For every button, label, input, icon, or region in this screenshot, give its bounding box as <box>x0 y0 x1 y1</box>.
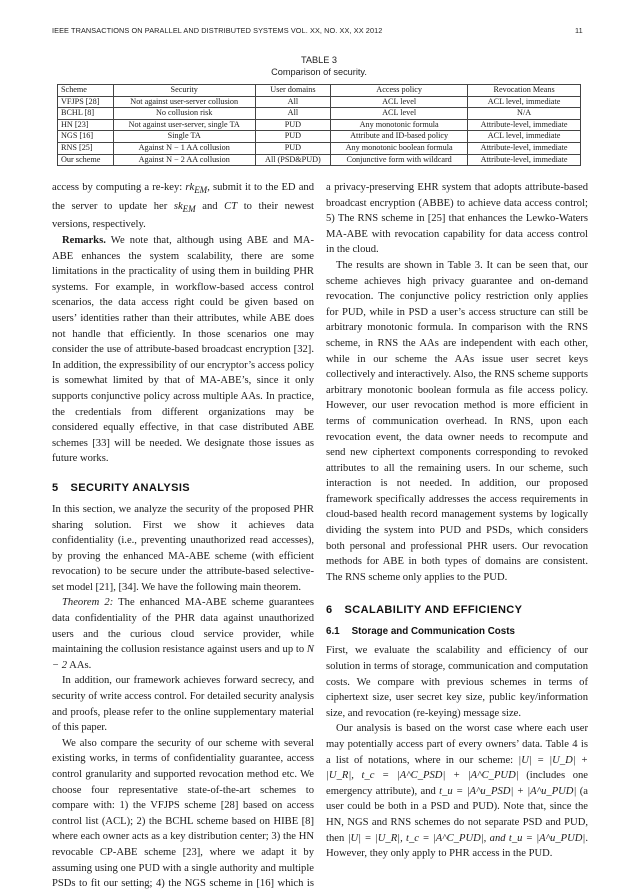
right-column <box>326 180 588 862</box>
section-heading: 6 SCALABILITY AND EFFICIENCY <box>326 604 523 617</box>
table-cell: NGS [16] <box>58 131 114 143</box>
table-cell: ACL level, immediate <box>468 131 581 143</box>
paragraph: The results are shown in Table 3. It can be seen that, our scheme achieves high privacy guarantee and on-demand revocation. The conjunctive policy restriction only applies for PUD, while in PSD a user’s access structure can still be arbitrary monotonic formula. In comparison with the RNS scheme, in RNS the AAs are independent with each other, while in our scheme the AAs issue user secret keys collectively and interactively. Also, the RNS scheme supports arbitrary monotonic boolean formula as file access policy. However, our user revocation method is more efficient in terms of communication overhead. In RNS, upon each revocation event, the data owner needs to recompute and send new ciphertext components corresponding to revoked attributes to all the remaining users. In our scheme, such interaction is not needed. In addition, our proposed framework specifically addresses the access requirements in cloud-based health record management systems by logically dividing the system into PUD and PSDs, which considers both personal and professional PHR users. Our revocation methods for ABE in both types of domains are consistent. The RNS scheme only applies to the PUD. <box>326 259 588 583</box>
paragraph: a privacy-preserving EHR system that adopts attribute-based broadcast encryption (ABBE) to achieve data access control; 5) The RNS scheme in [25] that enhances the Lewko-Waters MA-ABE with revocation capability for data access control in the cloud. <box>326 182 588 256</box>
table-cell: PUD <box>255 142 330 154</box>
table-cell: RNS [25] <box>58 142 114 154</box>
column-header: Revocation Means <box>468 85 581 97</box>
table-label: TABLE 3 <box>300 55 338 65</box>
section-heading: 5 SECURITY ANALYSIS <box>52 481 191 494</box>
left-column <box>52 180 314 892</box>
remarks-paragraph: Remarks. We note that, although using ABE and MA-ABE enhances the system scalability, there are some limitations in the practicality of using them in building PHR systems. For example, in workflow-based access control scenarios, the data access right could be given based on users’ identities rather than their attributes, while ABE does not handle that efficiently. In those scenarios one may consider the use of attribute-based broadcast encryption [32]. In addition, the expressibility of our encryptor’s access policy is somewhat limited by that of MA-ABE’s, since it only supports conjunctive policy across multiple AAs. In practice, the credentials from different organizations may be considered equally effective, in that case distributed ABE schemes [33] will be needed. We designate those issues as future works. <box>52 235 314 465</box>
table-title: Comparison of security. <box>271 67 367 77</box>
paragraph: Our analysis is based on the worst case where each user may potentially access part of every owners’ data. Table 4 is a list of notations, where in our scheme: |U| = |U_D| + |U_R|, t_c = |A^C_PSD| + |A^C_PUD| (includes one emergency attribute), and t_u = |A^u_PSD| + |A^u_PUD| (a user could be both in a PSD and PUD). Note that, since the HN, NGS and RNS schemes do not separate PSD and PUD, then |U| = |U_R|, t_c = |A^C_PUD|, and t_u = |A^u_PUD|. However, they only apply to PHR access in the PUD. <box>326 723 589 860</box>
table-cell: Conjunctive form with wildcard <box>331 154 468 166</box>
column-header: User domains <box>255 85 330 97</box>
table-cell: Any monotonic formula <box>331 119 468 131</box>
table-row <box>58 131 581 143</box>
table-cell: Against N − 1 AA collusion <box>113 142 255 154</box>
table-cell: Any monotonic boolean formula <box>331 142 468 154</box>
table-cell: ACL level <box>331 108 468 120</box>
column-header: Access policy <box>331 85 468 97</box>
table-cell: Attribute-level, immediate <box>468 154 581 166</box>
table-cell: ACL level, immediate <box>468 96 581 108</box>
table-row <box>58 154 581 166</box>
table-row <box>58 108 581 120</box>
column-header: Security <box>113 85 255 97</box>
paragraph: In addition, our framework achieves forward secrecy, and security of write access control. For detailed security analysis and proofs, please refer to the online supplementary material of this paper. <box>52 675 314 734</box>
paragraph: First, we evaluate the scalability and efficiency of our solution in terms of storage, communication and computation costs. We compare with previous schemes in terms of ciphertext size, user secret key size, public key/information size, and revocation (re-keying) message size. <box>326 645 588 719</box>
security-comparison-table <box>57 84 581 166</box>
table-cell: Not against user-server collusion <box>113 96 255 108</box>
paragraph: access by computing a re-key: $rk_{EM}$, submit it to the ED and the server to update her $sk_{EM}$ and CT to their newest versions, respectively. <box>52 182 314 231</box>
running-header: IEEE TRANSACTIONS ON PARALLEL AND DISTRIBUTED SYSTEMS VOL. XX, NO. XX, XX 2012 <box>52 26 383 35</box>
table-cell: ACL level <box>331 96 468 108</box>
table-cell: BCHL [8] <box>58 108 114 120</box>
table-cell: HN [23] <box>58 119 114 131</box>
table-header-row <box>58 85 581 97</box>
page-number: 11 <box>575 26 583 35</box>
table-cell: N/A <box>468 108 581 120</box>
paragraph: We also compare the security of our scheme with several existing works, in terms of confidentiality guarantee, access control granularity and supported revocation method etc. We choose four representative state-of-the-art schemes to compare with: 1) the VFJPS scheme [28] based on access control list (ACL); 2) the BCHL scheme based on HIBE [8] where each owner acts as a key distribution center; 3) the HN revocable CP-ABE scheme [23], where we adapt it by assuming using one PUD with a single authority and multiple PSDs to fit our setting; 4) the NGS scheme in [16] which is <box>52 737 314 890</box>
table-cell: All <box>255 96 330 108</box>
table-cell: VFJPS [28] <box>58 96 114 108</box>
table-cell: PUD <box>255 131 330 143</box>
table-cell: PUD <box>255 119 330 131</box>
table-row <box>58 119 581 131</box>
table-row <box>58 96 581 108</box>
theorem: Theorem 2: The enhanced MA-ABE scheme guarantees data confidentiality of the PHR data against unauthorized users and the curious cloud service provider, while maintaining the collusion resistance against users and up to N − 2 AAs. <box>52 597 314 671</box>
table-cell: Attribute-level, immediate <box>468 142 581 154</box>
table-cell: Against N − 2 AA collusion <box>113 154 255 166</box>
column-header: Scheme <box>58 85 114 97</box>
table-cell: All <box>255 108 330 120</box>
table-cell: Single TA <box>113 131 255 143</box>
paragraph: In this section, we analyze the security of the proposed PHR sharing solution. First we show it achieves data confidentiality (i.e., preventing unauthorized read accesses), by proving the enhanced MA-ABE scheme (with efficient revocation) to be secure under the attribute-based selective-set model [21], [34]. We have the following main theorem. <box>52 503 314 593</box>
table-cell: Our scheme <box>58 154 114 166</box>
table-cell: Attribute and ID-based policy <box>331 131 468 143</box>
table-row <box>58 142 581 154</box>
subsection-heading: 6.1 Storage and Communication Costs <box>326 626 515 638</box>
table-cell: All (PSD&PUD) <box>255 154 330 166</box>
table-cell: Not against user-server, single TA <box>113 119 255 131</box>
table-cell: Attribute-level, immediate <box>468 119 581 131</box>
table-cell: No collusion risk <box>113 108 255 120</box>
